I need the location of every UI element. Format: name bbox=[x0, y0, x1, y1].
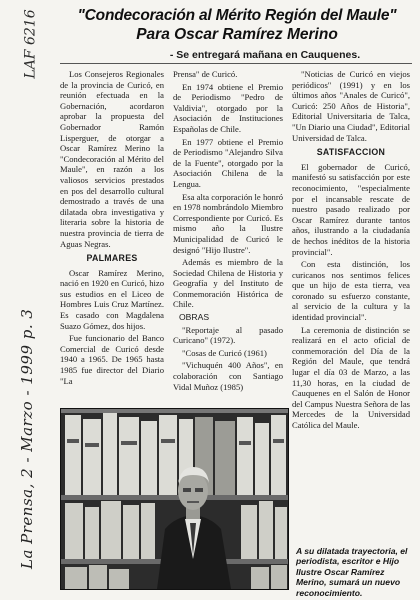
headline-divider bbox=[60, 63, 412, 64]
handwritten-source-note: La Prensa, 2 - Marzo - 1999 p. 3 bbox=[18, 308, 36, 569]
article-column-2 bbox=[173, 69, 283, 394]
paragraph: Los Consejeros Regionales de la provincia de Curicó, en reunión efectuada en la Gobernación, acordaron aprobar la propuesta del Gobernador Ramón Lisperguer, de otorgar a Oscar Ramírez Merino la "Condecoración al Mérito del Maule", en razón a los valiosos servicios prestados en pos del desarrollo cultural demostrado a través de una dilatada obra investigativa y literaria sobre la historia de nuestra provincia de tierra de Aguas Negras. bbox=[60, 69, 164, 249]
paragraph: Prensa" de Curicó. bbox=[173, 69, 238, 79]
paragraph: "Noticias de Curicó en viejos periódicos" (1991) y en los últimos años "Anales de Curicó", Curicó: 250 Años de Historia", Editorial Universitaria de Talca, "Un Diario una Ciudad", Editorial Universidad de Talca. bbox=[292, 69, 410, 143]
headline bbox=[62, 6, 412, 44]
paragraph: Además es miembro de la Sociedad Chilena de Historia y Geografía y del Instituto de Conmemoración Histórica de Chile. bbox=[173, 257, 283, 310]
paragraph: La ceremonia de distinción se realizará en el acto oficial de conmemoración del Día de la Región del Maule, que tendrá lugar el día 03 de Marzo, a las 11,30 horas, en la ciudad de Cauquenes en el Salón de Honor del Campus Nuestra Señora de las Mercedes de la Universidad Católica del Maule. bbox=[292, 324, 410, 430]
paragraph: Fue funcionario del Banco Comercial de Curicó desde 1940 a 1965. De 1965 hasta 1985 fue director del Diario "La bbox=[60, 333, 164, 386]
section-heading-obras: OBRAS bbox=[179, 312, 210, 323]
section-heading-palmares: PALMARES bbox=[86, 253, 138, 264]
works-list-item: "Vichuquén 400 Años", en colaboración con Santiago Vidal Muñoz (1985) bbox=[173, 360, 283, 392]
portrait-photo bbox=[60, 408, 289, 590]
paragraph: Con esta distinción, los curicanos nos sentimos felices que un hijo de esta tierra, vea coronado su esfuerzo constante, al servicio de la cultura y la identidad provincial". bbox=[292, 259, 410, 323]
headline-line-1: "Condecoración al Mérito Región del Maule" bbox=[77, 7, 397, 24]
section-heading-satisfaccion: SATISFACCION bbox=[316, 147, 386, 158]
portrait-photo-illustration bbox=[61, 409, 288, 589]
photo-caption: A su dilatada trayectoria, el periodista, escritor e Hijo Ilustre Oscar Ramírez Merino, sumará un nuevo reconocimiento. bbox=[296, 546, 408, 598]
article-column-1 bbox=[60, 69, 164, 388]
paragraph: Oscar Ramírez Merino, nació en 1920 en Curicó, hizo sus estudios en el Liceo de Hombres Luis Cruz Martínez. Es casado con Magdalena Suazo Gómez, dos hijos. bbox=[60, 267, 164, 331]
handwritten-archive-code: LAF 6216 bbox=[22, 9, 39, 79]
paragraph: En 1977 obtiene el Premio de Periodismo "Alejandro Silva de la Fuente", otorgado por la Asociación Chilena de la Lengua. bbox=[173, 136, 283, 189]
article-column-3 bbox=[292, 69, 410, 433]
paragraph: Esa alta corporación le honró en 1978 nombrándolo Miembro Correspondiente por Curicó. Es mismo año la Ilustre Municipalidad de Curicó le designó "Hijo Ilustre". bbox=[173, 191, 283, 255]
headline-line-2: Para Oscar Ramírez Merino bbox=[136, 26, 338, 43]
subheadline: - Se entregará mañana en Cauquenes. bbox=[169, 49, 361, 61]
works-list-item: "Reportaje al pasado Curicano" (1972). bbox=[173, 324, 283, 346]
works-list-item: "Cosas de Curicó (1961) bbox=[182, 347, 267, 358]
paragraph: El gobernador de Curicó, manifestó su satisfacción por este reconocimiento, "especialmente por el incansable rescate de nuestro pasado realizado por Oscar Ramírez durante tantos años, ilustrando a la ciudadanía de hechos inéditos de la historia provincial". bbox=[292, 161, 410, 257]
paragraph: En 1974 obtiene el Premio de Periodismo "Pedro de Valdivia", otorgado por la Asociación de Instituciones Españolas de Chile. bbox=[173, 81, 283, 134]
